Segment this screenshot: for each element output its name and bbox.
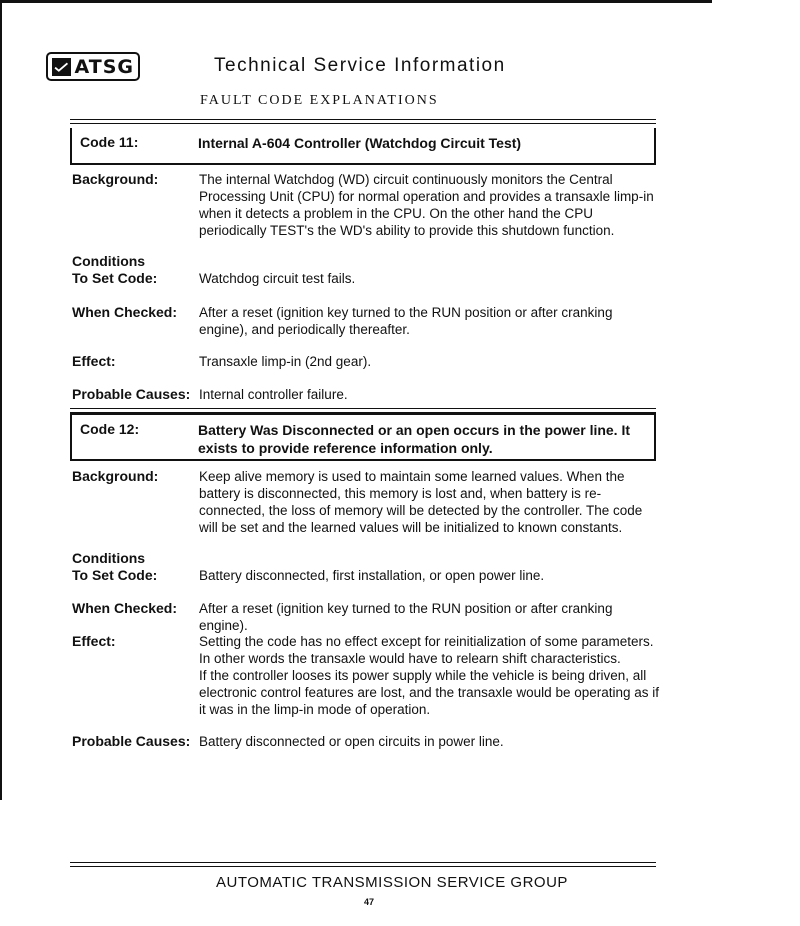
code-11-to-set-code-label: To Set Code: [72,270,158,286]
code-12-when-checked-text: After a reset (ignition key turned to the RUN position or after cranking engine). [199,601,613,633]
footer-title: AUTOMATIC TRANSMISSION SERVICE GROUP [216,874,568,891]
code-11-background-text: The internal Watchdog (WD) circuit continuously monitors the Central Processing Unit (CPU) for normal operation and provides a transaxle limp-in when it detects a problem in the CPU. On the other hand the CPU periodically TEST's the WD's ability to provide this shutdown function. [199,172,654,238]
code-11-probable-causes-text: Internal controller failure. [199,387,348,402]
footer-rule [70,862,656,867]
code-11-title: Internal A-604 Controller (Watchdog Circuit Test) [198,135,522,151]
code-11-header-box [70,128,656,165]
code-11-probable-causes-label: Probable Causes: [72,386,191,402]
check-mark-icon [52,58,71,76]
code-12-title: Battery Was Disconnected or an open occurs in the power line. It exists to provide reference information only. [198,422,631,456]
left-border-rule [0,0,2,800]
code-11-label: Code 11: [80,134,139,150]
code-11-when-checked-text: After a reset (ignition key turned to the RUN position or after cranking engine), and periodically thereafter. [199,305,613,337]
code-12-conditions-label: Conditions [72,550,146,566]
code-11-effect-text: Transaxle limp-in (2nd gear). [199,354,372,369]
code-12-to-set-code-label: To Set Code: [72,567,158,583]
page-subtitle: FAULT CODE EXPLANATIONS [200,93,439,108]
code-12-probable-causes-text: Battery disconnected or open circuits in power line. [199,734,504,749]
code-12-conditions-text: Battery disconnected, first installation, or open power line. [199,568,545,583]
code-11-top-rule [70,119,656,124]
code-12-effect-label: Effect: [72,633,116,649]
code-11-conditions-label: Conditions [72,253,146,269]
code-12-effect-text-1: Setting the code has no effect except for reinitialization of some parameters. In other words the transaxle would have to relearn shift characteristics. [199,634,654,666]
code-11-when-checked-label: When Checked: [72,304,178,320]
code-12-header-box [70,413,656,461]
code-12-when-checked-label: When Checked: [72,600,178,616]
page-title: Technical Service Information [214,55,506,76]
code-12-label: Code 12: [80,421,140,437]
code-12-probable-causes-label: Probable Causes: [72,733,191,749]
code-12-background-label: Background: [72,468,159,484]
top-border-rule [0,0,712,3]
code-12-background-text: Keep alive memory is used to maintain some learned values. When the battery is disconnected, this memory is lost and, when battery is re-connected, the loss of memory will be detected by the controller. The code will be set and the learned values will be initialized to known constants. [199,469,643,535]
code-12-effect-text-2: If the controller looses its power supply while the vehicle is being driven, all electronic control features are lost, and the transaxle would be operating as if it was in the limp-in mode of operation. [199,668,660,717]
logo-text: ATSG [74,55,134,78]
code-11-conditions-text: Watchdog circuit test fails. [199,271,356,286]
page-number: 47 [364,897,375,907]
code-11-background-label: Background: [72,171,159,187]
code-11-effect-label: Effect: [72,353,116,369]
atsg-logo [46,52,140,81]
